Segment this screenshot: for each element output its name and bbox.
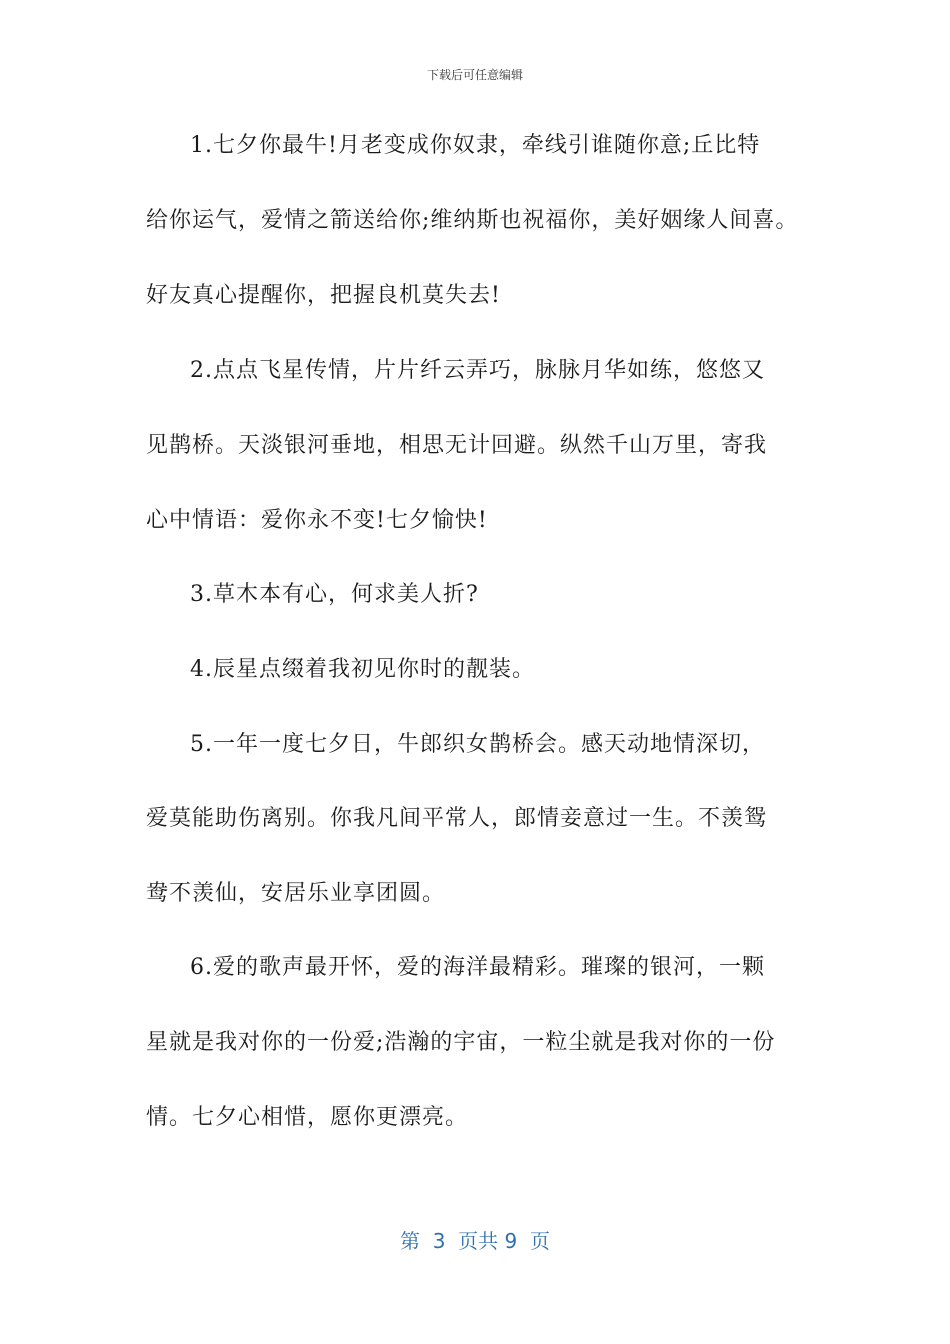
page-indicator: 第 3 页共 9 页 [400,1229,550,1253]
paragraph-6-line-2: 星就是我对你的一份爱;浩瀚的宇宙，一粒尘就是我对你的一份 [146,1030,776,1055]
paragraph-5-line-3: 鸯不羡仙，安居乐业享团圆。 [146,881,446,906]
paragraph-6-line-1: 6.爱的歌声最开怀，爱的海洋最精彩。璀璨的银河，一颗 [190,955,765,980]
header-note: 下载后可任意编辑 [426,68,523,82]
paragraph-2-line-1: 2.点点飞星传情，片片纤云弄巧，脉脉月华如练，悠悠又 [190,358,765,383]
paragraph-6-line-3: 情。七夕心相惜，愿你更漂亮。 [146,1105,469,1130]
paragraph-3-line-1: 3.草木本有心，何求美人折? [190,582,479,607]
paragraph-1-line-2: 给你运气，爱情之箭送给你;维纳斯也祝福你，美好姻缘人间喜。 [146,208,799,233]
paragraph-2-line-2: 见鹊桥。天淡银河垂地，相思无计回避。纵然千山万里，寄我 [146,433,768,458]
paragraph-2-line-3: 心中情语：爱你永不变!七夕愉快! [146,508,488,533]
paragraph-4-line-1: 4.辰星点缀着我初见你时的靓装。 [190,657,535,682]
paragraph-5-line-2: 爱莫能助伤离别。你我凡间平常人，郎情妾意过一生。不羡鸳 [146,806,768,831]
paragraph-1-line-3: 好友真心提醒你，把握良机莫失去! [146,283,501,308]
paragraph-5-line-1: 5.一年一度七夕日，牛郎织女鹊桥会。感天动地情深切， [190,732,765,757]
paragraph-1-line-1: 1.七夕你最牛!月老变成你奴隶，牵线引谁随你意;丘比特 [190,133,761,158]
